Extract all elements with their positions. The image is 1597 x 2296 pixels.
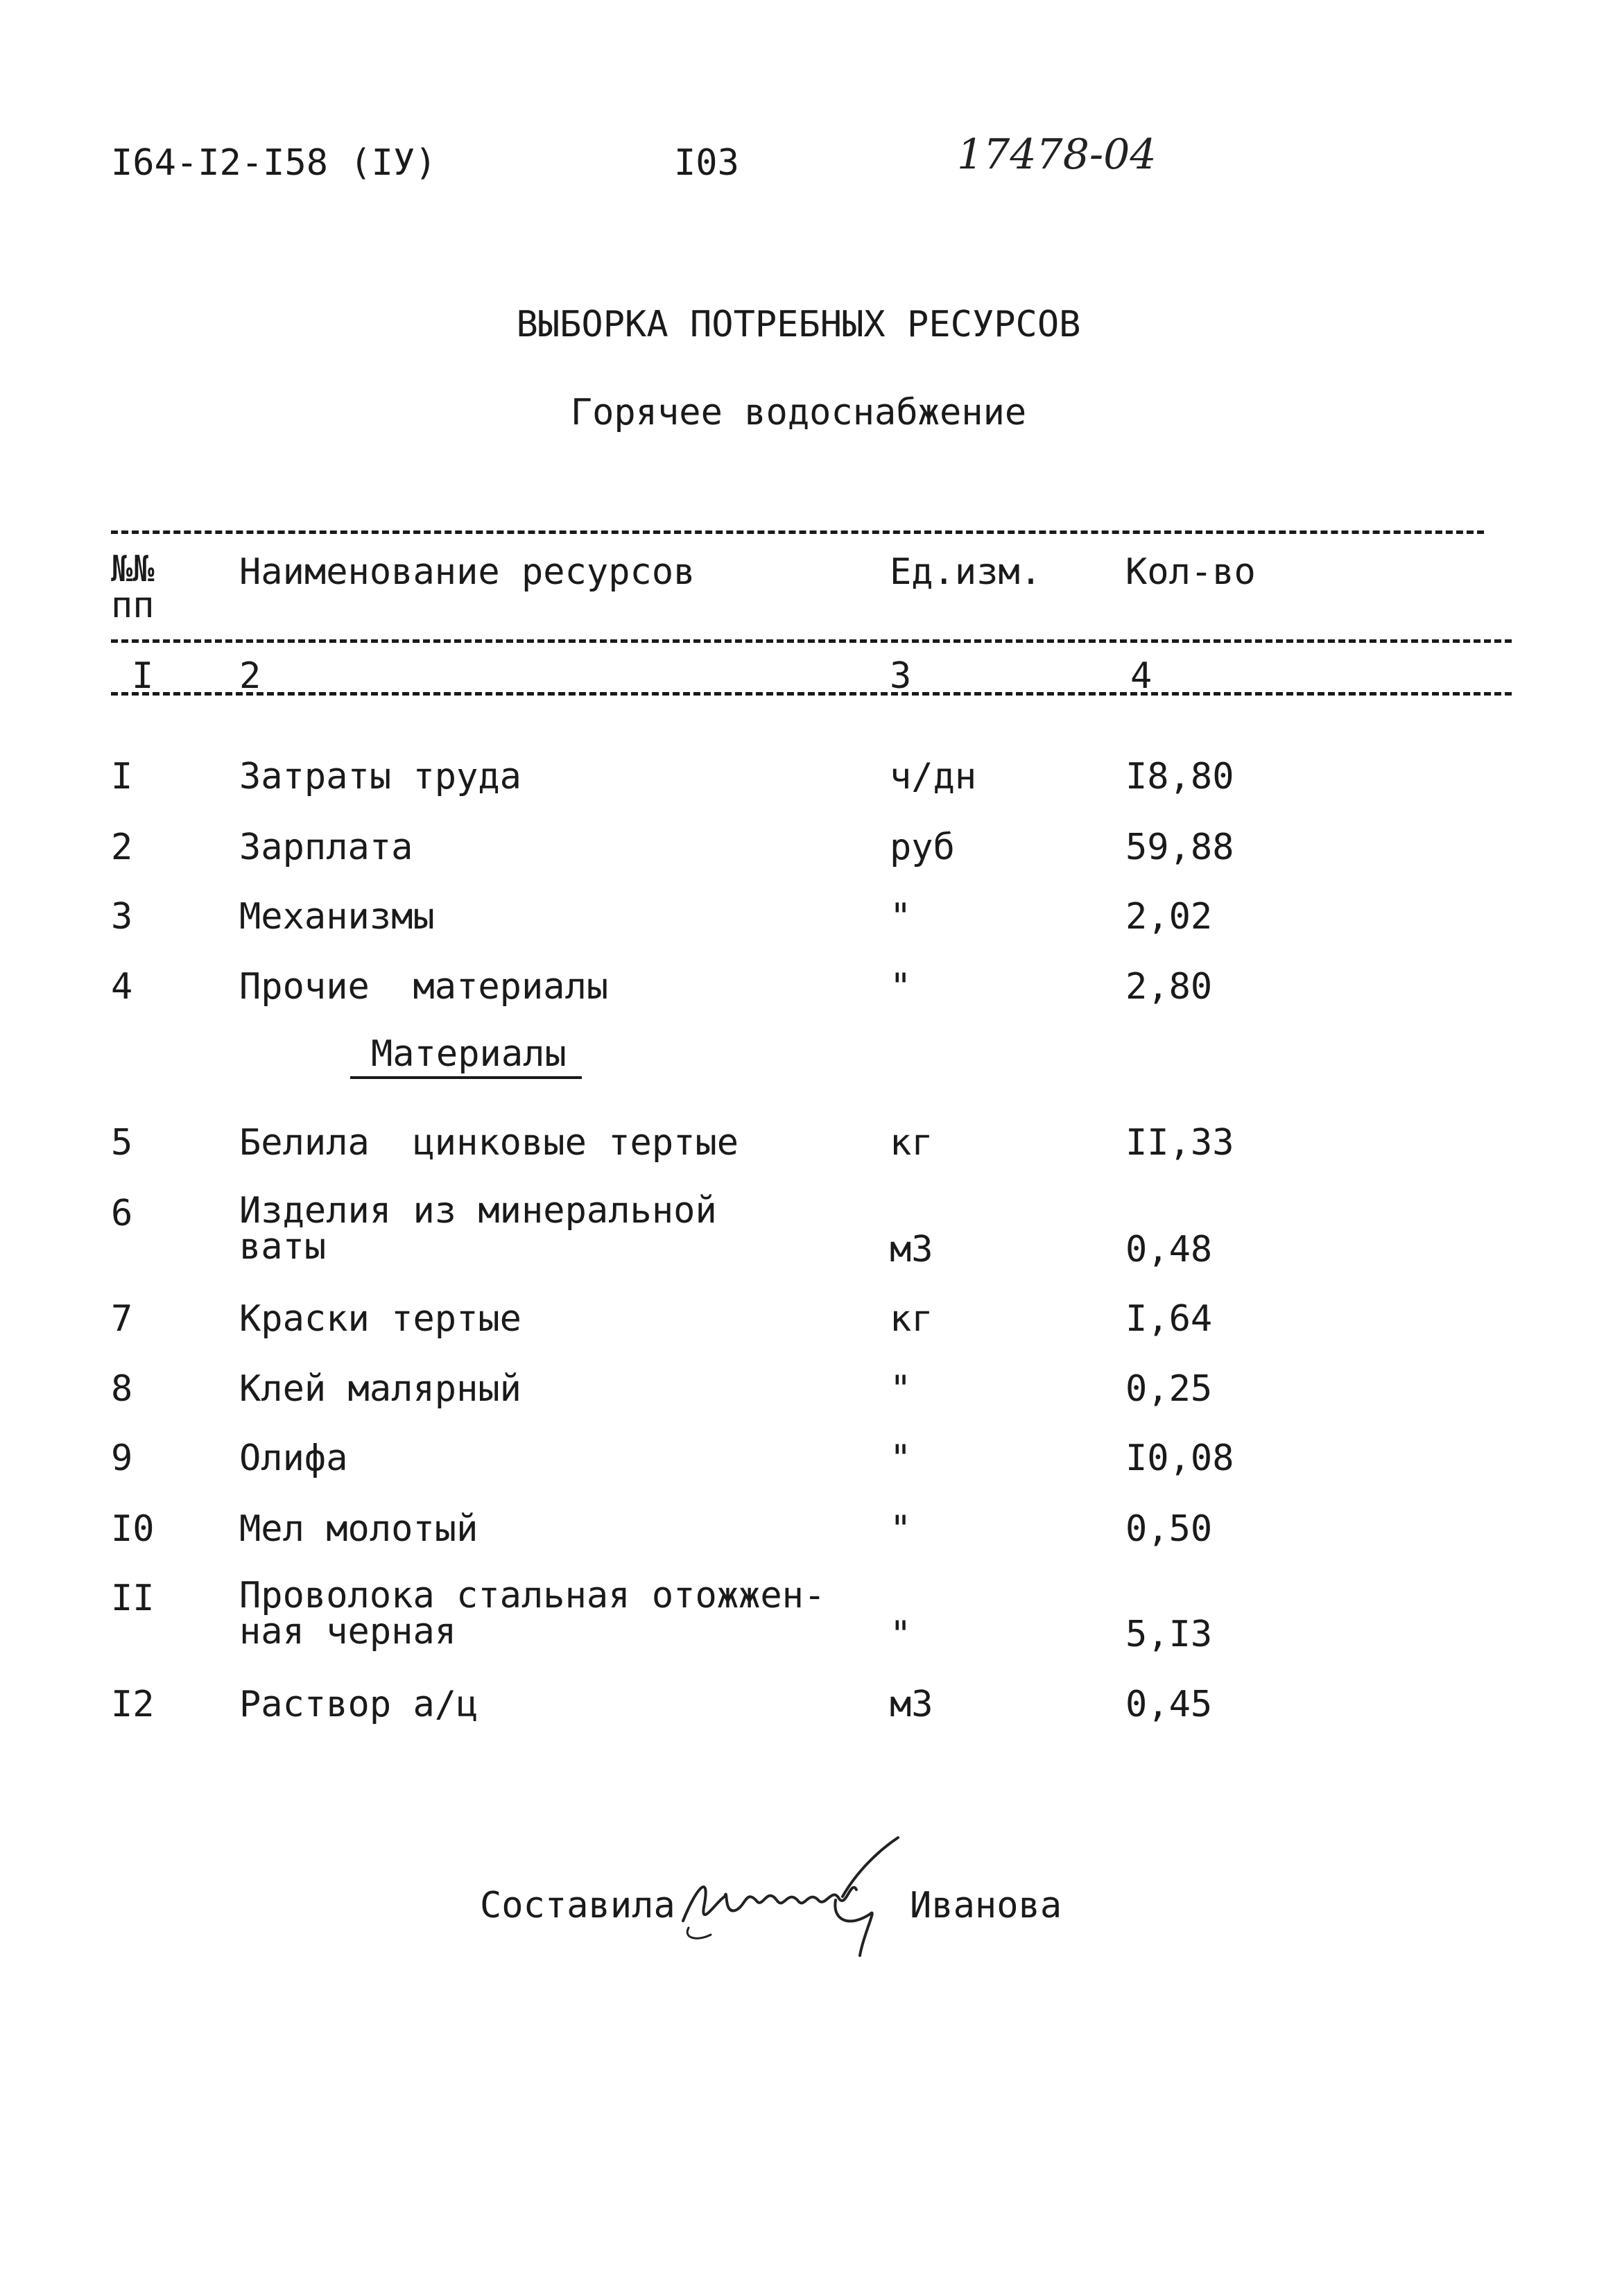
unit: кг xyxy=(890,1298,933,1340)
unit: руб xyxy=(890,827,955,868)
table-top-divider xyxy=(111,530,1484,534)
column-number-4: 4 xyxy=(1130,655,1153,697)
row-number: I0 xyxy=(111,1508,155,1550)
unit: м3 xyxy=(890,1229,933,1270)
resource-name: Изделия из минеральной ваты xyxy=(239,1190,717,1268)
row-number: 5 xyxy=(111,1122,133,1164)
quantity: 5,I3 xyxy=(1125,1614,1213,1655)
header-divider xyxy=(111,639,1512,643)
quantity: I,64 xyxy=(1125,1298,1213,1340)
row-number: 6 xyxy=(111,1193,133,1234)
unit: " xyxy=(890,896,912,938)
column-number-1: I xyxy=(132,655,154,697)
column-header-qty: Кол-во xyxy=(1125,551,1256,593)
column-numbers-divider xyxy=(111,692,1512,696)
quantity: 59,88 xyxy=(1125,827,1234,868)
resource-name: Проволока стальная отожжен- ная черная xyxy=(239,1575,826,1652)
resource-name: Зарплата xyxy=(239,827,413,868)
row-number: 7 xyxy=(111,1298,133,1340)
quantity: II,33 xyxy=(1125,1122,1234,1164)
document-code: I64-I2-I58 (IУ) xyxy=(111,142,437,184)
row-number: 2 xyxy=(111,827,133,868)
handwritten-number: 17478-04 xyxy=(957,130,1157,179)
section-label-materials: Материалы xyxy=(350,1033,582,1079)
resource-name: Олифа xyxy=(239,1438,348,1479)
quantity: I0,08 xyxy=(1125,1438,1234,1479)
quantity: 0,50 xyxy=(1125,1508,1213,1550)
unit: " xyxy=(890,966,912,1008)
row-number: I xyxy=(111,756,133,797)
resource-name: Прочие материалы xyxy=(239,966,609,1008)
unit: ч/дн xyxy=(890,756,977,797)
row-number: 4 xyxy=(111,966,133,1008)
row-number: II xyxy=(111,1578,155,1619)
unit: " xyxy=(890,1614,912,1655)
column-header-unit: Ед.изм. xyxy=(890,551,1042,593)
column-number-2: 2 xyxy=(239,655,261,697)
resource-name: Белила цинковые тертые xyxy=(239,1122,739,1164)
unit: " xyxy=(890,1508,912,1550)
unit: " xyxy=(890,1368,912,1410)
row-number: 3 xyxy=(111,896,133,938)
quantity: 0,25 xyxy=(1125,1368,1213,1410)
signature xyxy=(669,1831,919,1962)
quantity: 0,45 xyxy=(1125,1684,1213,1725)
row-number: 8 xyxy=(111,1368,133,1410)
compiled-by-name: Иванова xyxy=(910,1885,1062,1926)
resource-name: Клей малярный xyxy=(239,1368,521,1410)
column-header-number: №№ пп xyxy=(111,549,155,626)
column-header-name: Наименование ресурсов xyxy=(239,551,696,593)
unit: кг xyxy=(890,1122,933,1164)
column-number-3: 3 xyxy=(890,655,912,697)
resource-name: Механизмы xyxy=(239,896,435,938)
page-number: I03 xyxy=(674,142,739,184)
quantity: 0,48 xyxy=(1125,1229,1213,1270)
unit: м3 xyxy=(890,1684,933,1725)
row-number: 9 xyxy=(111,1438,133,1479)
unit: " xyxy=(890,1438,912,1479)
document-subtitle: Горячее водоснабжение xyxy=(570,392,1027,433)
row-number: I2 xyxy=(111,1684,155,1725)
resource-name: Раствор а/ц xyxy=(239,1684,478,1725)
quantity: 2,80 xyxy=(1125,966,1213,1008)
resource-name: Затраты труда xyxy=(239,756,521,797)
quantity: 2,02 xyxy=(1125,896,1213,938)
compiled-by-label: Составила xyxy=(480,1885,675,1926)
resource-name: Краски тертые xyxy=(239,1298,521,1340)
document-title: ВЫБОРКА ПОТРЕБНЫХ РЕСУРСОВ xyxy=(516,304,1081,345)
quantity: I8,80 xyxy=(1125,756,1234,797)
resource-name: Мел молотый xyxy=(239,1508,478,1550)
